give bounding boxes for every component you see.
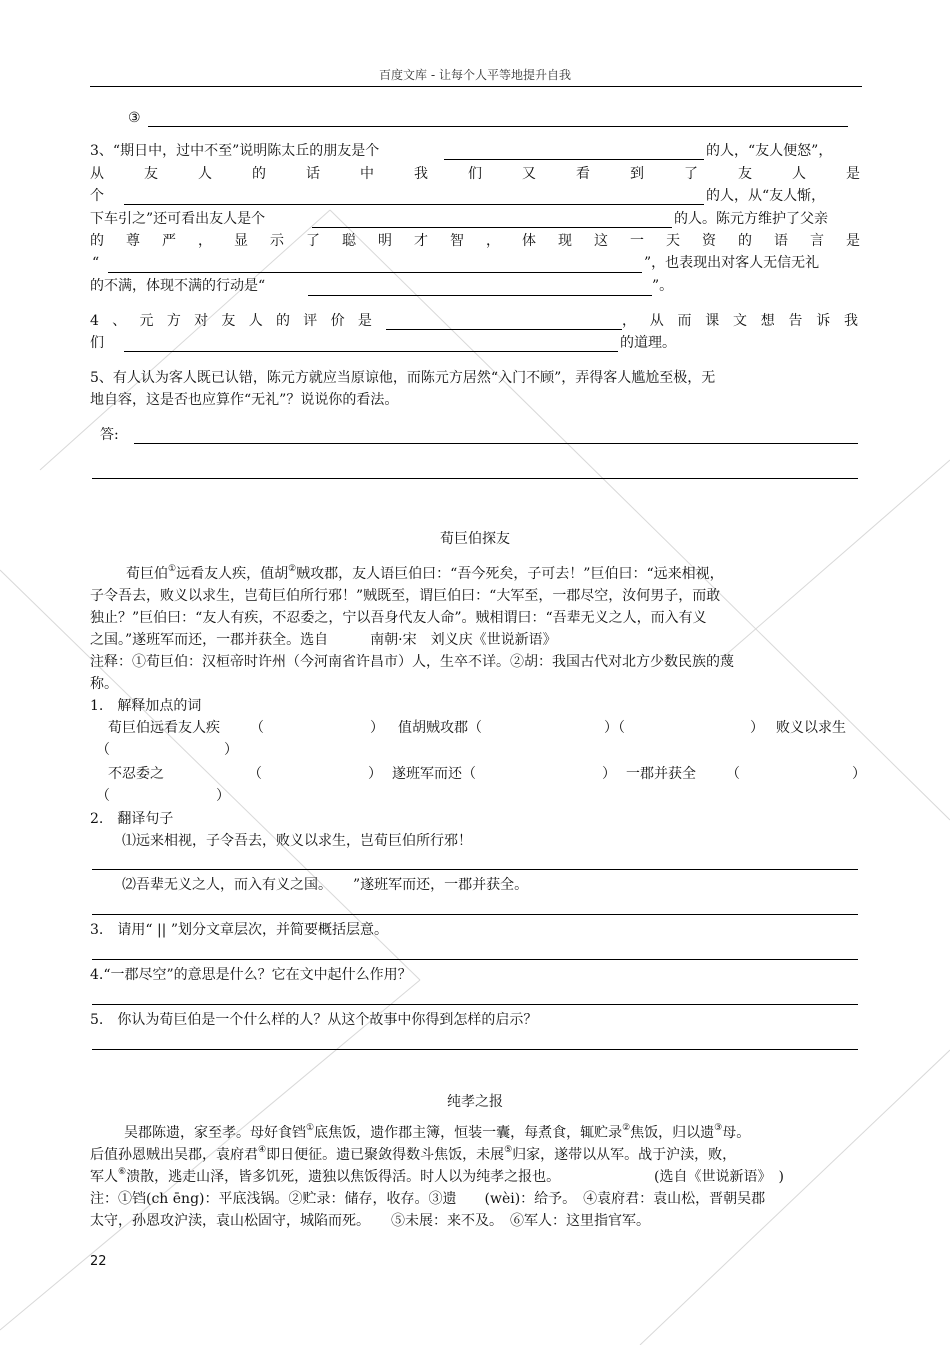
paren-close: ） [368,766,382,782]
story-line4: 之国。”遂班军而还，一郡并获全。选自 南朝·宋 刘义庆《世说新语》 [90,632,557,648]
header-rule [90,86,862,87]
story-line3: 军人⑥溃散，逃走山泽，皆多饥死，遗独以焦饭得活。时人以为纯孝之报也。 [90,1167,561,1185]
paren-open: （ [248,766,262,782]
q1-label: 1. 解释加点的词 [90,698,202,714]
paren-pair: ）（ [604,720,625,736]
section-title: 荀巨伯探友 [440,531,510,547]
q3-line6b: ”，也表现出对客人无信无礼 [644,255,820,271]
note-line1: 注：①铛(ch ēng)：平底浅锅。②贮录：储存，收存。③遗 (wèi)：给予。 ④袁府君：袁山松，晋朝吴郡 [90,1191,766,1207]
q-circle3: ③ [128,110,141,126]
answer-blank [108,272,642,273]
q3-line5: 的 尊 严 ， 显 示 了 聪 明 才 智 ， 体 现 这 一 天 资 的 语 言 是 [90,233,860,249]
story-line1: 吴郡陈遗，家至孝。母好食铛①底焦饭，遗作郡主簿，恒装一囊，每煮食，辄贮录②焦饭，归以遗③母。 [124,1123,751,1141]
q4-line1a: 4 、 元 方 对 友 人 的 评 价 是 [90,313,372,329]
q5-line1: 5、有人认为客人既已认错，陈元方就应当原谅他，而陈元方居然“入门不顾”，弄得客人尴尬至极，无 [90,370,716,386]
q3-line6a: “ [92,255,100,271]
q3-line4b: 的人。陈元方维护了父亲 [674,211,828,227]
q1-item: 一郡并获全 [626,766,696,782]
answer-blank [124,204,704,205]
q4-line1b: ， 从 而 课 文 想 告 诉 我 [622,313,858,329]
q1-item: 败义以求生 [776,720,846,736]
paren-close: ） [852,766,866,782]
page-header: 百度文库 - 让每个人平等地提升自我 [379,68,571,82]
paren-open: （ [726,766,740,782]
q3-line7a: 的不满，体现不满的行动是“ [90,278,266,294]
q1-item: 不忍委之 [108,766,164,782]
q3-line3a: 个 [90,188,104,204]
answer-line [92,478,858,479]
q1-item: 遂班军而还（ [392,766,476,782]
q4-line2a: 们 [90,335,104,351]
paren-close: ） [750,720,764,736]
answer-line [134,443,858,444]
note-line2: 太守，孙恩攻沪渎，袁山松固守，城陷而死。 ⑤未展：来不及。 ⑥军人：这里指官军。 [90,1213,650,1229]
paren-close: ） [224,742,238,758]
q2-label: 2. 翻译句子 [90,811,174,827]
q2-sentence2: ⑵吾辈无义之人，而入有义之国。 ”遂班军而还，一郡并获全。 [122,877,529,893]
paren-open: （ [96,788,110,804]
answer-line [148,126,848,127]
q3-line1b: 的人，“友人便怒”， [706,143,833,159]
answer-blank [444,159,704,160]
answer-line [92,869,858,870]
q3-line7b: ”。 [652,278,674,294]
q4-text: 4.“一郡尽空”的意思是什么？它在文中起什么作用？ [90,967,412,983]
answer-blank [312,227,672,228]
q5-text: 5. 你认为荀巨伯是一个什么样的人？从这个故事中你得到怎样的启示？ [90,1012,538,1028]
answer-blank [386,329,622,330]
paren-open: （ [250,720,264,736]
story-line2: 子令吾去，败义以求生，岂荀巨伯所行邪！”贼既至，谓巨伯曰：“大军至，一郡尽空，汝何男子，而敢 [90,588,721,604]
q5-line2: 地自容，这是否也应算作“无礼”？说说你的看法。 [90,392,399,408]
q2-sentence1: ⑴远来相视，子令吾去，败义以求生，岂荀巨伯所行邪！ [122,833,472,849]
answer-blank [124,351,618,352]
story-line3: 独止？”巨伯曰：“友人有疾，不忍委之，宁以吾身代友人命”。贼相谓曰：“吾辈无义之人，而入有义 [90,610,707,626]
note-line1: 注释：①荀巨伯：汉桓帝时许州（今河南省许昌市）人，生卒不详。②胡：我国古代对北方少数民族的蔑 [90,654,734,670]
answer-line [92,1049,858,1050]
source-citation: (选自《世说新语》 ) [654,1169,784,1185]
q3-line1a: 3、“期日中，过中不至”说明陈太丘的朋友是个 [90,143,380,159]
page-number: 22 [90,1254,107,1269]
q3-line2: 从 友 人 的 话 中 我 们 又 看 到 了 友 人 是 [90,166,860,182]
q3-line3b: 的人，从“友人惭， [706,188,826,204]
answer-blank [308,295,652,296]
section-title: 纯孝之报 [447,1094,503,1110]
q1-item: 荀巨伯远看友人疾 [108,720,220,736]
story-line2: 后值孙恩贼出吴郡，袁府君④即日便征。遗已聚敛得数斗焦饭，未展⑤归家，遂带以从军。战于沪渎，败， [90,1145,737,1163]
q1-item: 值胡贼攻郡（ [398,720,482,736]
paren-open: （ [96,742,110,758]
answer-line [92,914,858,915]
answer-line [92,959,858,960]
answer-line [92,1004,858,1005]
note-line2: 称。 [90,676,118,692]
q3-line4a: 下车引之”还可看出友人是个 [90,211,266,227]
paren-close: ） [370,720,384,736]
answer-label: 答: [100,427,119,443]
paren-close: ） [216,788,230,804]
paren-close: ） [602,766,616,782]
q3-text: 3. 请用“ || ”划分文章层次，并简要概括层意。 [90,922,389,938]
q4-line2b: 的道理。 [620,335,676,351]
story-line1: 荀巨伯①远看友人疾，值胡②贼攻郡，友人语巨伯曰：“吾今死矣，子可去！”巨伯曰：“远来相视， [126,564,724,582]
